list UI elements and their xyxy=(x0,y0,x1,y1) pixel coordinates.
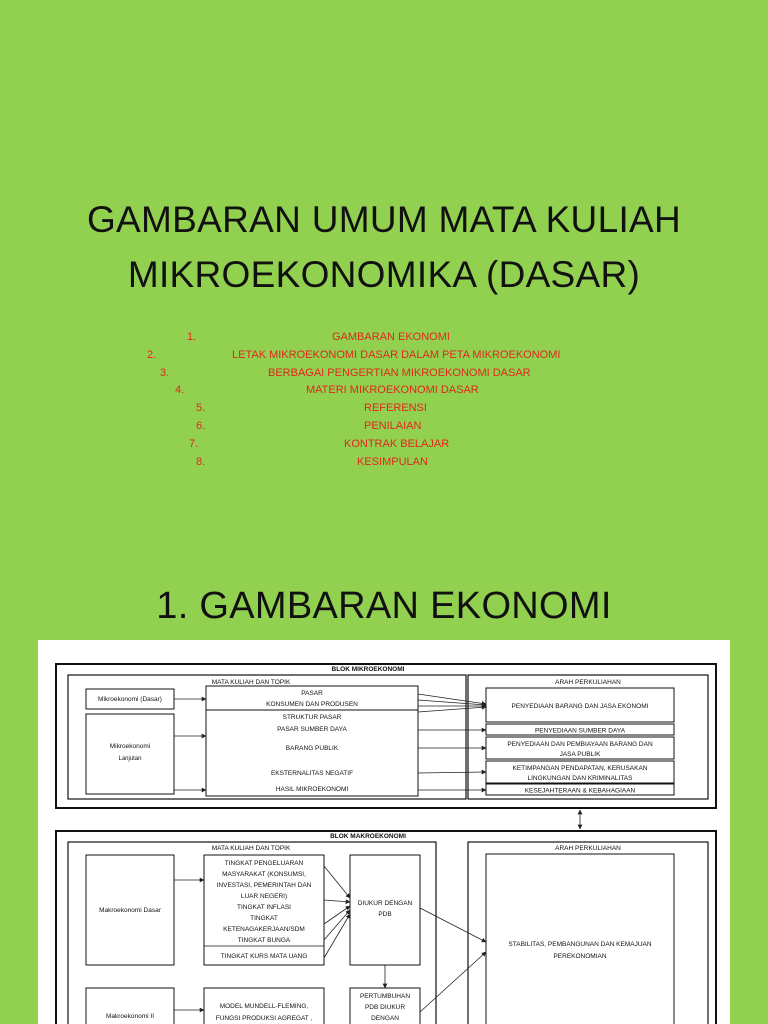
macro-growth-3: DENGAN xyxy=(371,1015,399,1022)
micro-dir-public-financing-2: JASA PUBLIK xyxy=(559,751,601,758)
micro-topic-box-advanced xyxy=(206,710,418,796)
arrow-icon xyxy=(418,707,486,712)
toc-item-number: 6. xyxy=(196,419,206,432)
micro-topic-public-goods: BARANG PUBLIK xyxy=(285,745,339,752)
macro-direction-box xyxy=(486,854,674,1024)
macro-course-basic: Makroekonomi Dasar xyxy=(99,907,161,914)
toc-item xyxy=(0,438,768,456)
micro-topic-externality: EKSTERNALITAS NEGATIF xyxy=(270,770,354,777)
macro-topics-2-line-2: FUNGSI PRODUKSI AGREGAT , xyxy=(215,1015,313,1022)
macro-growth-2: PDB DIUKUR xyxy=(364,1004,406,1011)
toc-item xyxy=(0,367,768,385)
micro-block-title: BLOK MIKROEKONOMI xyxy=(331,666,405,673)
toc-item-label: GAMBARAN EKONOMI xyxy=(332,331,450,343)
macro-growth-1: PERTUMBUHAN xyxy=(359,993,411,1000)
toc-item-label: PENILAIAN xyxy=(364,419,422,432)
micro-dir-inequality-2: LINGKUNGAN DAN KRIMINALITAS xyxy=(527,775,633,782)
slide-title-line-1: GAMBARAN UMUM MATA KULIAH xyxy=(86,199,682,240)
arrow-icon xyxy=(420,952,486,1012)
toc-item-number: 1. xyxy=(187,331,197,343)
toc-item xyxy=(0,420,768,438)
micro-topic-resource-market: PASAR SUMBER DAYA xyxy=(277,726,347,733)
table-of-contents xyxy=(0,331,768,473)
micro-topic-consumer-producer: KONSUMEN DAN PRODUSEN xyxy=(266,701,358,708)
micro-course-advanced: Mikroekonomi xyxy=(109,743,151,750)
toc-item-number: 4. xyxy=(175,384,185,397)
macro-topic-line: TINGKAT BUNGA xyxy=(237,937,291,944)
toc-item xyxy=(0,402,768,420)
macro-topic-line: TINGKAT PENGELUARAN xyxy=(224,860,304,867)
arrow-icon xyxy=(418,772,486,773)
macro-direction-1: STABILITAS, PEMBANGUNAN DAN KEMAJUAN xyxy=(508,941,652,948)
slide-title-line-2: MIKROEKONOMIKA (DASAR) xyxy=(127,254,641,295)
diagram-svg xyxy=(38,640,730,1024)
toc-item xyxy=(0,349,768,367)
arrow-icon xyxy=(324,866,350,898)
macro-direction-frame xyxy=(468,842,708,1024)
macro-measured-box xyxy=(350,855,420,965)
micro-courses-frame xyxy=(68,675,466,799)
toc-item-number: 2. xyxy=(147,348,157,361)
macro-topic-line: MASYARAKAT (KONSUMSI, xyxy=(222,871,306,878)
arrow-icon xyxy=(324,900,350,902)
slide-title xyxy=(0,192,768,302)
macro-topic-line: TINGKAT xyxy=(250,915,278,922)
micro-course-advanced-sub: Lanjutan xyxy=(118,756,142,762)
micro-topic-market: PASAR xyxy=(301,690,323,697)
micro-dir-goods-services: PENYEDIAAN BARANG DAN JASA EKONOMI xyxy=(511,703,649,710)
macro-topic-line: TINGKAT KURS MATA UANG xyxy=(220,953,308,960)
macro-topic-line: KETENAGAKERJAAN/SDM xyxy=(223,926,305,933)
macro-direction-2: PEREKONOMIAN xyxy=(553,953,607,960)
micro-direction-header: ARAH PERKULIAHAN xyxy=(555,679,621,686)
macro-topic-line: INVESTASI, PEMERINTAH DAN xyxy=(216,882,312,889)
micro-dir-welfare: KESEJAHTERAAN & KEBAHAGIAAN xyxy=(524,787,636,795)
macro-direction-header: ARAH PERKULIAHAN xyxy=(555,845,621,852)
micro-course-basic: Mikroekonomi (Dasar) xyxy=(98,696,162,703)
micro-topic-market-structure: STRUKTUR PASAR xyxy=(282,714,342,721)
toc-item xyxy=(0,384,768,402)
toc-item-label: LETAK MIKROEKONOMI DASAR DALAM PETA MIKROEKONOMI xyxy=(232,348,561,361)
micro-topic-results: HASIL MIKROEKONOMI xyxy=(275,786,349,793)
macro-measured-pdb-2: PDB xyxy=(378,911,392,918)
macro-measured-pdb-1: DIUKUR DENGAN xyxy=(357,900,413,907)
macro-topic-line: LUAR NEGERI) xyxy=(240,893,288,900)
economic-overview-diagram xyxy=(38,640,730,1024)
micro-course-advanced-box xyxy=(86,714,174,794)
toc-item xyxy=(0,456,768,474)
macro-courses-header: MATA KULIAH DAN TOPIK xyxy=(211,845,291,852)
toc-item-label: KESIMPULAN xyxy=(357,455,428,468)
toc-item-label: BERBAGAI PENGERTIAN MIKROEKONOMI DASAR xyxy=(268,366,531,379)
toc-item-number: 3. xyxy=(160,366,170,379)
micro-dir-resources: PENYEDIAAN SUMBER DAYA xyxy=(534,727,626,735)
toc-item-number: 8. xyxy=(196,455,206,468)
toc-item-label: MATERI MIKROEKONOMI DASAR xyxy=(306,384,479,397)
arrow-icon xyxy=(420,908,486,942)
macro-topics-2-line-1: MODEL MUNDELL-FLEMING, xyxy=(219,1003,309,1010)
toc-item-number: 5. xyxy=(196,402,206,415)
macro-block-title: BLOK MAKROEKONOMI xyxy=(330,833,406,840)
toc-item-number: 7. xyxy=(189,437,199,450)
micro-courses-header: MATA KULIAH DAN TOPIK xyxy=(211,679,291,686)
toc-item-label: REFERENSI xyxy=(364,402,427,415)
toc-item-label: KONTRAK BELAJAR xyxy=(344,437,450,450)
section-heading: 1. GAMBARAN EKONOMI xyxy=(156,585,612,627)
micro-dir-public-financing-1: PENYEDIAAN DAN PEMBIAYAAN BARANG DAN xyxy=(507,741,653,748)
toc-item xyxy=(0,331,768,349)
macro-course-two: Makroekonomi II xyxy=(105,1013,155,1020)
micro-dir-inequality-1: KETIMPANGAN PENDAPATAN, KERUSAKAN xyxy=(512,765,648,772)
macro-topic-line: TINGKAT INFLASI xyxy=(237,904,291,911)
